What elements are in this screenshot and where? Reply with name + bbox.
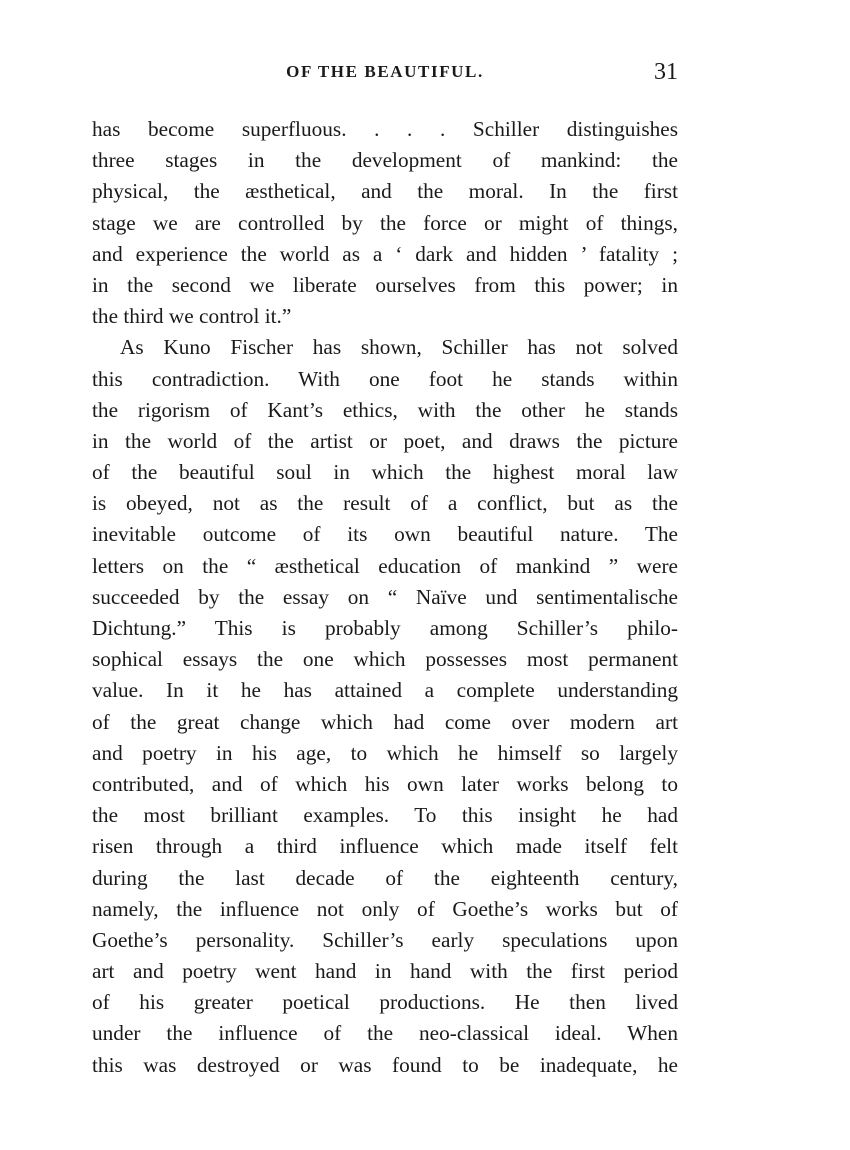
- running-head: [92, 59, 678, 92]
- text-line: art and poetry went hand in hand with the first period: [92, 959, 678, 984]
- text-line: contributed, and of which his own later works belong to: [92, 771, 678, 796]
- text-line: risen through a third influence which made itself felt: [92, 834, 678, 859]
- text-line: the third we control it.”: [92, 304, 292, 329]
- text-line: this was destroyed or was found to be inadequate, he: [92, 1052, 678, 1077]
- text-line: and experience the world as a ‘ dark and hidden ’ fatality ;: [92, 241, 678, 266]
- text-line: has become superfluous. . . . Schiller distinguishes: [92, 117, 678, 141]
- text-line: of his greater poetical productions. He then lived: [92, 990, 678, 1015]
- body-text: [92, 114, 678, 1081]
- text-line: the most brilliant examples. To this insight he had: [92, 803, 678, 828]
- text-line: inevitable outcome of its own beautiful nature. The: [92, 522, 678, 547]
- text-line: under the influence of the neo-classical ideal. When: [92, 1021, 678, 1046]
- text-line: Dichtung.” This is probably among Schiller’s philo-: [92, 616, 678, 640]
- text-line: succeeded by the essay on “ Naïve und sentimentalische: [92, 584, 678, 609]
- text-line: Goethe’s personality. Schiller’s early speculations upon: [92, 927, 678, 952]
- text-line: three stages in the development of mankind: the: [92, 148, 678, 173]
- text-line: letters on the “ æsthetical education of mankind ” were: [92, 553, 678, 578]
- text-line: and poetry in his age, to which he himself so largely: [92, 740, 678, 765]
- text-line: the rigorism of Kant’s ethics, with the other he stands: [92, 397, 678, 422]
- page-number: 31: [654, 59, 678, 85]
- text-line: namely, the influence not only of Goethe’s works but of: [92, 896, 678, 921]
- text-line: of the beautiful soul in which the highest moral law: [92, 460, 678, 485]
- text-line: sophical essays the one which possesses most permanent: [92, 647, 678, 672]
- text-line: value. In it he has attained a complete understanding: [92, 678, 678, 703]
- text-line: As Kuno Fischer has shown, Schiller has not solved: [120, 335, 678, 360]
- text-line: this contradiction. With one foot he stands within: [92, 366, 678, 391]
- text-line: during the last decade of the eighteenth century,: [92, 865, 678, 890]
- running-title: OF THE BEAUTIFUL.: [286, 62, 484, 81]
- text-line: stage we are controlled by the force or might of things,: [92, 210, 678, 235]
- text-line: in the world of the artist or poet, and draws the picture: [92, 428, 678, 453]
- text-line: in the second we liberate ourselves from this power; in: [92, 272, 678, 297]
- text-line: physical, the æsthetical, and the moral. In the first: [92, 179, 678, 204]
- text-line: of the great change which had come over modern art: [92, 709, 678, 734]
- text-line: is obeyed, not as the result of a conflict, but as the: [92, 491, 678, 516]
